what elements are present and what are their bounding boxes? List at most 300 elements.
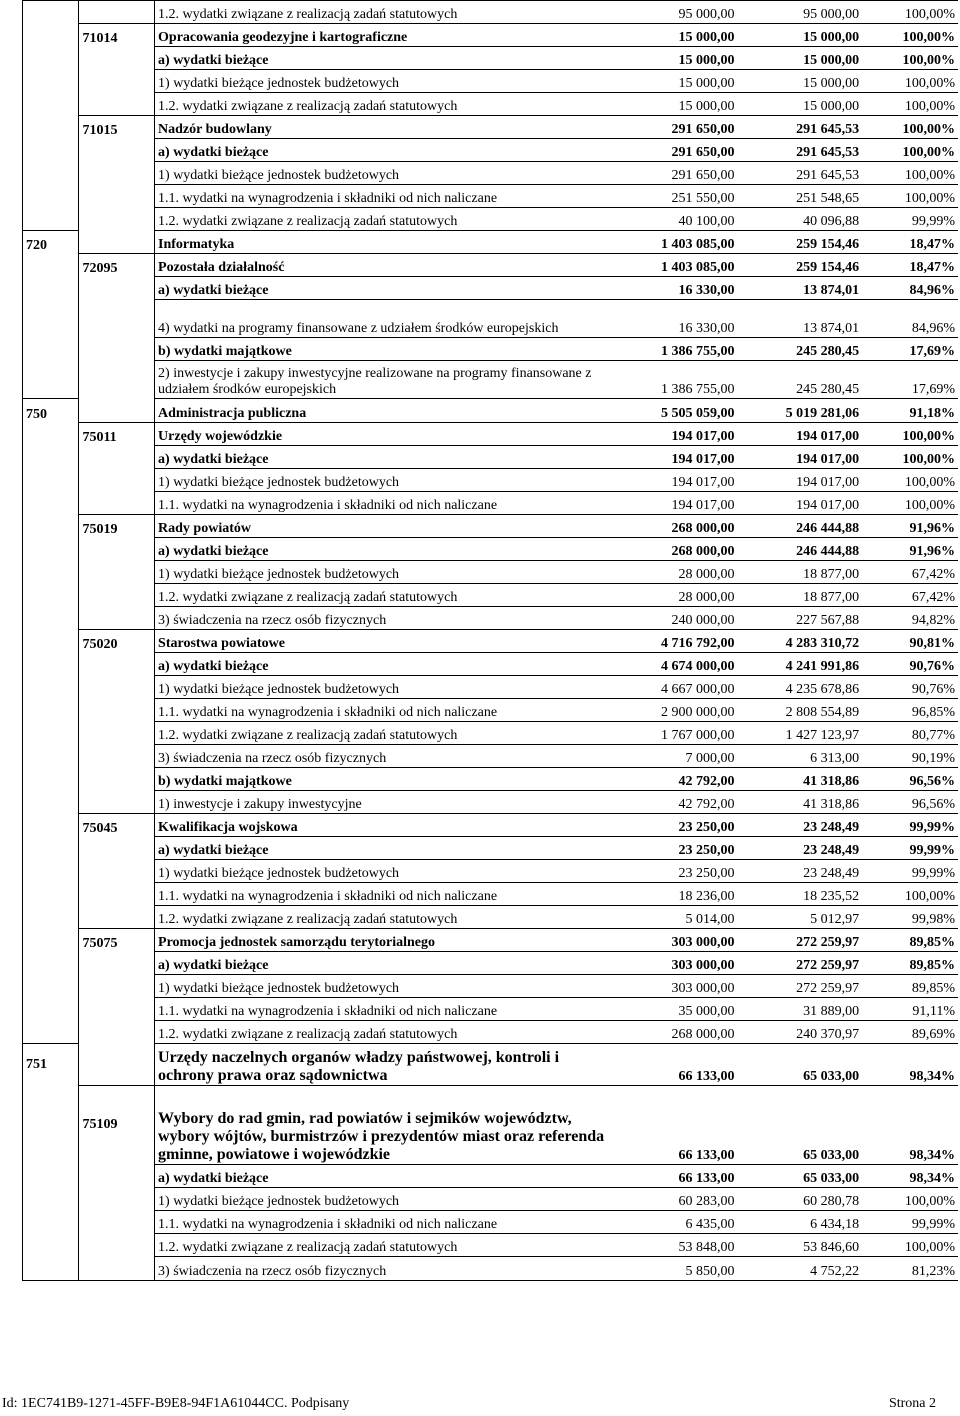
plan-amount-cell: 15 000,00 — [613, 24, 738, 47]
table-row — [23, 561, 959, 584]
plan-amount-cell: 5 505 059,00 — [613, 399, 738, 423]
plan-amount-cell: 66 133,00 — [613, 1044, 738, 1086]
description-cell: Kwalifikacja wojskowa — [155, 814, 613, 837]
section-code-cell — [23, 277, 79, 300]
chapter-code-cell — [79, 860, 155, 883]
description-cell: 1.2. wydatki związane z realizacją zadań statutowych — [155, 1234, 613, 1257]
chapter-code-cell — [79, 1021, 155, 1044]
plan-amount-cell: 5 850,00 — [613, 1257, 738, 1281]
chapter-code-cell — [79, 906, 155, 929]
execution-amount-cell: 13 874,01 — [738, 300, 863, 338]
table-row — [23, 768, 959, 791]
table-row — [23, 1086, 959, 1165]
section-code-cell — [23, 93, 79, 116]
section-code-cell — [23, 1257, 79, 1281]
execution-amount-cell: 15 000,00 — [738, 70, 863, 93]
execution-percent-cell: 100,00% — [862, 446, 958, 469]
execution-percent-cell: 90,76% — [862, 653, 958, 676]
execution-percent-cell: 17,69% — [862, 361, 958, 399]
execution-percent-cell: 18,47% — [862, 231, 958, 254]
description-cell: Informatyka — [155, 231, 613, 254]
description-cell: b) wydatki majątkowe — [155, 768, 613, 791]
table-row — [23, 399, 959, 423]
chapter-code-cell — [79, 446, 155, 469]
execution-percent-cell: 99,98% — [862, 906, 958, 929]
section-code-cell — [23, 538, 79, 561]
description-cell: Pozostała działalność — [155, 254, 613, 277]
section-code-cell — [23, 837, 79, 860]
execution-percent-cell: 100,00% — [862, 162, 958, 185]
table-row — [23, 607, 959, 630]
description-cell: a) wydatki bieżące — [155, 139, 613, 162]
table-row — [23, 722, 959, 745]
description-cell: a) wydatki bieżące — [155, 837, 613, 860]
table-row — [23, 300, 959, 338]
execution-amount-cell: 272 259,97 — [738, 929, 863, 952]
chapter-code-cell — [79, 952, 155, 975]
section-code-cell — [23, 814, 79, 837]
plan-amount-cell: 15 000,00 — [613, 93, 738, 116]
section-code-cell — [23, 768, 79, 791]
plan-amount-cell: 35 000,00 — [613, 998, 738, 1021]
section-code-cell — [23, 361, 79, 399]
chapter-code-cell — [79, 47, 155, 70]
chapter-code-cell — [79, 607, 155, 630]
plan-amount-cell: 194 017,00 — [613, 423, 738, 446]
chapter-code-cell — [79, 492, 155, 515]
section-code-cell — [23, 139, 79, 162]
chapter-code-cell — [79, 93, 155, 116]
description-cell: Wybory do rad gmin, rad powiatów i sejmików województw, wybory wójtów, burmistrzów i prezydentów miast oraz referenda gminne, powiatowe i wojewódzkie — [155, 1086, 613, 1165]
table-row — [23, 630, 959, 653]
section-code-cell — [23, 1211, 79, 1234]
section-code-cell — [23, 1086, 79, 1165]
chapter-code-cell: 75109 — [79, 1086, 155, 1165]
execution-percent-cell: 98,34% — [862, 1086, 958, 1165]
execution-amount-cell: 65 033,00 — [738, 1044, 863, 1086]
execution-amount-cell: 259 154,46 — [738, 254, 863, 277]
table-row — [23, 423, 959, 446]
execution-amount-cell: 95 000,00 — [738, 1, 863, 24]
description-cell: 1.2. wydatki związane z realizacją zadań statutowych — [155, 722, 613, 745]
section-code-cell — [23, 1234, 79, 1257]
execution-percent-cell: 98,34% — [862, 1044, 958, 1086]
chapter-code-cell — [79, 185, 155, 208]
plan-amount-cell: 6 435,00 — [613, 1211, 738, 1234]
plan-amount-cell: 1 386 755,00 — [613, 338, 738, 361]
chapter-code-cell — [79, 837, 155, 860]
plan-amount-cell: 303 000,00 — [613, 952, 738, 975]
table-row — [23, 1257, 959, 1281]
execution-percent-cell: 67,42% — [862, 584, 958, 607]
execution-amount-cell: 13 874,01 — [738, 277, 863, 300]
table-row — [23, 231, 959, 254]
plan-amount-cell: 53 848,00 — [613, 1234, 738, 1257]
table-row — [23, 860, 959, 883]
section-code-cell — [23, 975, 79, 998]
chapter-code-cell: 71014 — [79, 24, 155, 47]
section-code-cell — [23, 906, 79, 929]
table-row — [23, 208, 959, 231]
execution-percent-cell: 100,00% — [862, 185, 958, 208]
description-cell: 4) wydatki na programy finansowane z udziałem środków europejskich — [155, 300, 613, 338]
execution-percent-cell: 91,11% — [862, 998, 958, 1021]
execution-amount-cell: 15 000,00 — [738, 93, 863, 116]
execution-amount-cell: 4 235 678,86 — [738, 676, 863, 699]
plan-amount-cell: 194 017,00 — [613, 446, 738, 469]
plan-amount-cell: 15 000,00 — [613, 70, 738, 93]
execution-percent-cell: 89,85% — [862, 929, 958, 952]
description-cell: 1.1. wydatki na wynagrodzenia i składniki od nich naliczane — [155, 998, 613, 1021]
execution-percent-cell: 84,96% — [862, 300, 958, 338]
description-cell: 1) wydatki bieżące jednostek budżetowych — [155, 860, 613, 883]
budget-table-body — [23, 1, 959, 1281]
chapter-code-cell — [79, 1165, 155, 1188]
description-cell: Administracja publiczna — [155, 399, 613, 423]
chapter-code-cell — [79, 1211, 155, 1234]
execution-percent-cell: 84,96% — [862, 277, 958, 300]
execution-percent-cell: 90,81% — [862, 630, 958, 653]
execution-percent-cell: 89,85% — [862, 975, 958, 998]
table-row — [23, 116, 959, 139]
plan-amount-cell: 23 250,00 — [613, 814, 738, 837]
description-cell: 1) wydatki bieżące jednostek budżetowych — [155, 469, 613, 492]
chapter-code-cell — [79, 791, 155, 814]
chapter-code-cell — [79, 338, 155, 361]
chapter-code-cell — [79, 699, 155, 722]
execution-amount-cell: 251 548,65 — [738, 185, 863, 208]
execution-amount-cell: 18 235,52 — [738, 883, 863, 906]
section-code-cell — [23, 185, 79, 208]
execution-amount-cell: 23 248,49 — [738, 837, 863, 860]
plan-amount-cell: 291 650,00 — [613, 116, 738, 139]
chapter-code-cell — [79, 653, 155, 676]
chapter-code-cell — [79, 231, 155, 254]
chapter-code-cell — [79, 139, 155, 162]
table-row — [23, 1044, 959, 1086]
section-code-cell — [23, 300, 79, 338]
execution-percent-cell: 100,00% — [862, 139, 958, 162]
execution-amount-cell: 41 318,86 — [738, 791, 863, 814]
section-code-cell — [23, 607, 79, 630]
execution-percent-cell: 90,76% — [862, 676, 958, 699]
section-code-cell — [23, 676, 79, 699]
chapter-code-cell — [79, 1044, 155, 1086]
chapter-code-cell: 71015 — [79, 116, 155, 139]
table-row — [23, 745, 959, 768]
section-code-cell — [23, 722, 79, 745]
description-cell: Nadzór budowlany — [155, 116, 613, 139]
execution-amount-cell: 246 444,88 — [738, 515, 863, 538]
section-code-cell — [23, 584, 79, 607]
execution-amount-cell: 53 846,60 — [738, 1234, 863, 1257]
table-row — [23, 469, 959, 492]
description-cell: 1.1. wydatki na wynagrodzenia i składniki od nich naliczane — [155, 883, 613, 906]
execution-amount-cell: 5 019 281,06 — [738, 399, 863, 423]
section-code-cell — [23, 791, 79, 814]
section-code-cell — [23, 883, 79, 906]
execution-amount-cell: 15 000,00 — [738, 24, 863, 47]
description-cell: 1.2. wydatki związane z realizacją zadań statutowych — [155, 584, 613, 607]
plan-amount-cell: 66 133,00 — [613, 1165, 738, 1188]
table-row — [23, 883, 959, 906]
execution-amount-cell: 194 017,00 — [738, 492, 863, 515]
execution-percent-cell: 96,56% — [862, 791, 958, 814]
chapter-code-cell — [79, 277, 155, 300]
execution-percent-cell: 91,18% — [862, 399, 958, 423]
execution-percent-cell: 100,00% — [862, 47, 958, 70]
plan-amount-cell: 15 000,00 — [613, 47, 738, 70]
execution-percent-cell: 67,42% — [862, 561, 958, 584]
table-row — [23, 1021, 959, 1044]
execution-amount-cell: 23 248,49 — [738, 860, 863, 883]
plan-amount-cell: 28 000,00 — [613, 584, 738, 607]
table-row — [23, 952, 959, 975]
section-code-cell — [23, 561, 79, 584]
execution-amount-cell: 4 752,22 — [738, 1257, 863, 1281]
description-cell: 3) świadczenia na rzecz osób fizycznych — [155, 1257, 613, 1281]
plan-amount-cell: 240 000,00 — [613, 607, 738, 630]
section-code-cell — [23, 1021, 79, 1044]
section-code-cell — [23, 162, 79, 185]
section-code-cell — [23, 423, 79, 446]
execution-amount-cell: 194 017,00 — [738, 446, 863, 469]
chapter-code-cell: 75019 — [79, 515, 155, 538]
plan-amount-cell: 5 014,00 — [613, 906, 738, 929]
description-cell: Urzędy naczelnych organów władzy państwowej, kontroli i ochrony prawa oraz sądownictwa — [155, 1044, 613, 1086]
chapter-code-cell — [79, 768, 155, 791]
execution-percent-cell: 99,99% — [862, 837, 958, 860]
budget-table-container — [22, 0, 958, 1281]
section-code-cell — [23, 469, 79, 492]
execution-amount-cell: 60 280,78 — [738, 1188, 863, 1211]
description-cell: a) wydatki bieżące — [155, 653, 613, 676]
chapter-code-cell — [79, 1257, 155, 1281]
execution-percent-cell: 100,00% — [862, 1, 958, 24]
table-row — [23, 1165, 959, 1188]
plan-amount-cell: 4 716 792,00 — [613, 630, 738, 653]
description-cell: 1) wydatki bieżące jednostek budżetowych — [155, 1188, 613, 1211]
execution-amount-cell: 259 154,46 — [738, 231, 863, 254]
description-cell: 3) świadczenia na rzecz osób fizycznych — [155, 607, 613, 630]
execution-percent-cell: 99,99% — [862, 860, 958, 883]
plan-amount-cell: 1 403 085,00 — [613, 254, 738, 277]
description-cell: Rady powiatów — [155, 515, 613, 538]
execution-amount-cell: 246 444,88 — [738, 538, 863, 561]
description-cell: 2) inwestycje i zakupy inwestycyjne realizowane na programy finansowane z udziałem środków europejskich — [155, 361, 613, 399]
plan-amount-cell: 291 650,00 — [613, 162, 738, 185]
plan-amount-cell: 23 250,00 — [613, 837, 738, 860]
execution-amount-cell: 15 000,00 — [738, 47, 863, 70]
execution-percent-cell: 94,82% — [862, 607, 958, 630]
plan-amount-cell: 7 000,00 — [613, 745, 738, 768]
section-code-cell — [23, 515, 79, 538]
table-row — [23, 1, 959, 24]
table-row — [23, 653, 959, 676]
execution-percent-cell: 100,00% — [862, 469, 958, 492]
table-row — [23, 139, 959, 162]
plan-amount-cell: 194 017,00 — [613, 492, 738, 515]
chapter-code-cell — [79, 1234, 155, 1257]
table-row — [23, 446, 959, 469]
document-id-text: Id: 1EC741B9-1271-45FF-B9E8-94F1A61044CC. Podpisany — [2, 1396, 350, 1411]
description-cell: a) wydatki bieżące — [155, 47, 613, 70]
execution-percent-cell: 99,99% — [862, 208, 958, 231]
chapter-code-cell — [79, 1188, 155, 1211]
description-cell: a) wydatki bieżące — [155, 538, 613, 561]
execution-amount-cell: 2 808 554,89 — [738, 699, 863, 722]
chapter-code-cell — [79, 676, 155, 699]
plan-amount-cell: 303 000,00 — [613, 929, 738, 952]
chapter-code-cell — [79, 208, 155, 231]
description-cell: 1.1. wydatki na wynagrodzenia i składniki od nich naliczane — [155, 185, 613, 208]
execution-percent-cell: 89,85% — [862, 952, 958, 975]
execution-percent-cell: 100,00% — [862, 423, 958, 446]
execution-amount-cell: 240 370,97 — [738, 1021, 863, 1044]
execution-percent-cell: 90,19% — [862, 745, 958, 768]
chapter-code-cell: 75011 — [79, 423, 155, 446]
section-code-cell — [23, 1188, 79, 1211]
execution-amount-cell: 41 318,86 — [738, 768, 863, 791]
execution-amount-cell: 6 313,00 — [738, 745, 863, 768]
execution-amount-cell: 31 889,00 — [738, 998, 863, 1021]
plan-amount-cell: 1 386 755,00 — [613, 361, 738, 399]
plan-amount-cell: 16 330,00 — [613, 300, 738, 338]
chapter-code-cell — [79, 70, 155, 93]
description-cell: 1.1. wydatki na wynagrodzenia i składniki od nich naliczane — [155, 1211, 613, 1234]
table-row — [23, 699, 959, 722]
chapter-code-cell — [79, 883, 155, 906]
plan-amount-cell: 28 000,00 — [613, 561, 738, 584]
chapter-code-cell — [79, 1, 155, 24]
execution-percent-cell: 100,00% — [862, 24, 958, 47]
table-row — [23, 277, 959, 300]
chapter-code-cell — [79, 300, 155, 338]
description-cell: a) wydatki bieżące — [155, 952, 613, 975]
execution-amount-cell: 18 877,00 — [738, 561, 863, 584]
table-row — [23, 929, 959, 952]
execution-percent-cell: 100,00% — [862, 883, 958, 906]
description-cell: a) wydatki bieżące — [155, 1165, 613, 1188]
chapter-code-cell — [79, 975, 155, 998]
execution-amount-cell: 291 645,53 — [738, 162, 863, 185]
execution-percent-cell: 18,47% — [862, 254, 958, 277]
table-row — [23, 998, 959, 1021]
execution-amount-cell: 245 280,45 — [738, 361, 863, 399]
chapter-code-cell: 75075 — [79, 929, 155, 952]
description-cell: 1) wydatki bieżące jednostek budżetowych — [155, 162, 613, 185]
table-row — [23, 254, 959, 277]
execution-amount-cell: 272 259,97 — [738, 975, 863, 998]
description-cell: Promocja jednostek samorządu terytorialnego — [155, 929, 613, 952]
execution-percent-cell: 91,96% — [862, 538, 958, 561]
plan-amount-cell: 16 330,00 — [613, 277, 738, 300]
execution-amount-cell: 194 017,00 — [738, 423, 863, 446]
section-code-cell — [23, 630, 79, 653]
section-code-cell — [23, 338, 79, 361]
execution-percent-cell: 98,34% — [862, 1165, 958, 1188]
description-cell: Urzędy wojewódzkie — [155, 423, 613, 446]
execution-amount-cell: 5 012,97 — [738, 906, 863, 929]
description-cell: 1.1. wydatki na wynagrodzenia i składniki od nich naliczane — [155, 492, 613, 515]
section-code-cell — [23, 929, 79, 952]
table-row — [23, 791, 959, 814]
chapter-code-cell — [79, 361, 155, 399]
section-code-cell — [23, 254, 79, 277]
section-code-cell — [23, 998, 79, 1021]
chapter-code-cell — [79, 998, 155, 1021]
description-cell: Opracowania geodezyjne i kartograficzne — [155, 24, 613, 47]
plan-amount-cell: 42 792,00 — [613, 791, 738, 814]
description-cell: 1.2. wydatki związane z realizacją zadań statutowych — [155, 906, 613, 929]
page-number: Strona 2 — [888, 1396, 936, 1411]
execution-amount-cell: 6 434,18 — [738, 1211, 863, 1234]
table-row — [23, 185, 959, 208]
execution-percent-cell: 99,99% — [862, 814, 958, 837]
plan-amount-cell: 42 792,00 — [613, 768, 738, 791]
chapter-code-cell: 75045 — [79, 814, 155, 837]
table-row — [23, 814, 959, 837]
description-cell: 1.2. wydatki związane z realizacją zadań statutowych — [155, 1021, 613, 1044]
description-cell: a) wydatki bieżące — [155, 446, 613, 469]
execution-amount-cell: 291 645,53 — [738, 116, 863, 139]
chapter-code-cell — [79, 538, 155, 561]
plan-amount-cell: 1 767 000,00 — [613, 722, 738, 745]
section-code-cell: 751 — [23, 1044, 79, 1086]
table-row — [23, 906, 959, 929]
execution-amount-cell: 4 283 310,72 — [738, 630, 863, 653]
execution-amount-cell: 65 033,00 — [738, 1165, 863, 1188]
execution-percent-cell: 100,00% — [862, 1188, 958, 1211]
description-cell: 1) wydatki bieżące jednostek budżetowych — [155, 975, 613, 998]
section-code-cell — [23, 653, 79, 676]
description-cell: 1) inwestycje i zakupy inwestycyjne — [155, 791, 613, 814]
section-code-cell: 720 — [23, 231, 79, 254]
plan-amount-cell: 18 236,00 — [613, 883, 738, 906]
budget-execution-table — [22, 0, 958, 1281]
plan-amount-cell: 4 674 000,00 — [613, 653, 738, 676]
section-code-cell — [23, 952, 79, 975]
plan-amount-cell: 1 403 085,00 — [613, 231, 738, 254]
section-code-cell — [23, 492, 79, 515]
table-row — [23, 676, 959, 699]
execution-percent-cell: 99,99% — [862, 1211, 958, 1234]
section-code-cell — [23, 208, 79, 231]
chapter-code-cell — [79, 469, 155, 492]
section-code-cell — [23, 745, 79, 768]
execution-amount-cell: 272 259,97 — [738, 952, 863, 975]
table-row — [23, 338, 959, 361]
execution-percent-cell: 80,77% — [862, 722, 958, 745]
chapter-code-cell — [79, 745, 155, 768]
table-row — [23, 24, 959, 47]
table-row — [23, 47, 959, 70]
section-code-cell: 750 — [23, 399, 79, 423]
execution-percent-cell: 96,56% — [862, 768, 958, 791]
execution-percent-cell: 100,00% — [862, 492, 958, 515]
description-cell: 3) świadczenia na rzecz osób fizycznych — [155, 745, 613, 768]
execution-percent-cell: 100,00% — [862, 93, 958, 116]
chapter-code-cell: 72095 — [79, 254, 155, 277]
execution-percent-cell: 100,00% — [862, 1234, 958, 1257]
chapter-code-cell — [79, 722, 155, 745]
section-code-cell — [23, 1, 79, 24]
table-row — [23, 538, 959, 561]
execution-amount-cell: 194 017,00 — [738, 469, 863, 492]
description-cell: 1) wydatki bieżące jednostek budżetowych — [155, 70, 613, 93]
plan-amount-cell: 4 667 000,00 — [613, 676, 738, 699]
description-cell: Starostwa powiatowe — [155, 630, 613, 653]
